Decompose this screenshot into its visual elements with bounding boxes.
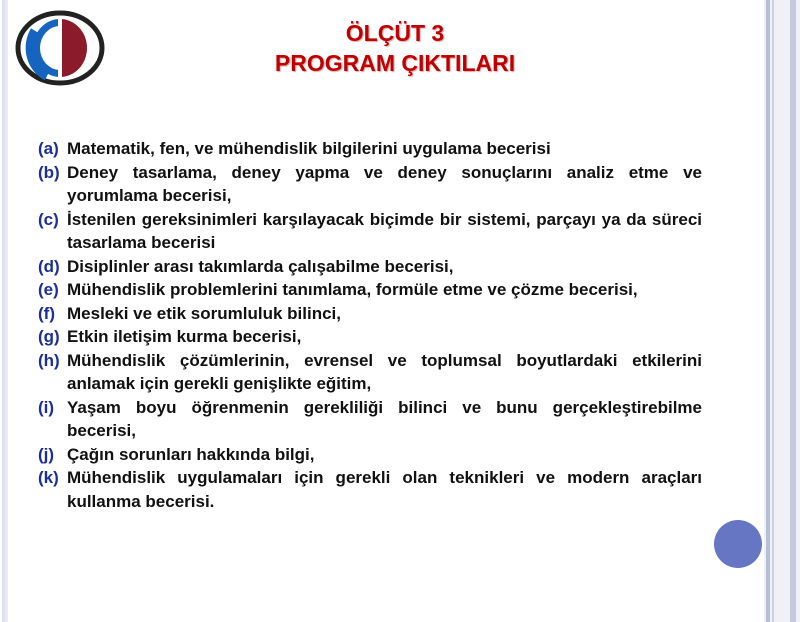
university-logo-icon <box>15 10 105 86</box>
item-marker: (b) <box>38 162 60 182</box>
title-line: PROGRAM ÇIKTILARI <box>274 50 516 76</box>
slide-title <box>200 18 590 78</box>
list-item <box>38 278 702 302</box>
item-text: Mühendislik çözümlerinin, evrensel ve toplumsal boyutlardaki etkilerini anlamak için gerekli genişlikte eğitim, <box>67 350 702 393</box>
list-item <box>38 161 702 208</box>
list-item <box>38 396 702 443</box>
item-marker: (k) <box>38 468 59 487</box>
slide-right-stripe <box>772 0 774 622</box>
program-outcomes-list <box>38 137 702 513</box>
item-marker: (d) <box>38 256 60 276</box>
slide-left-border <box>2 0 8 622</box>
item-marker: (a) <box>38 139 59 158</box>
list-item <box>38 466 702 513</box>
list-item <box>38 443 702 467</box>
item-marker: (f) <box>38 303 55 323</box>
item-text: Deney tasarlama, deney yapma ve deney sonuçlarını analiz etme ve yorumlama becerisi, <box>67 162 702 205</box>
item-marker: (c) <box>38 209 59 229</box>
list-item <box>38 137 702 161</box>
item-marker: (e) <box>38 280 59 299</box>
item-text: Disiplinler arası takımlarda çalışabilme becerisi, <box>67 256 454 276</box>
list-item <box>38 208 702 255</box>
item-text: Mesleki ve etik sorumluluk bilinci, <box>67 303 341 323</box>
slide-right-stripe <box>790 0 796 622</box>
item-marker: (j) <box>38 444 55 464</box>
list-item <box>38 255 702 279</box>
item-marker: (i) <box>38 397 55 417</box>
item-text: Mühendislik problemlerini tanımlama, formüle etme ve çözme becerisi, <box>67 280 638 299</box>
list-item <box>38 325 702 349</box>
item-text: İstenilen gereksinimleri karşılayacak biçimde bir sistemi, parçayı ya da süreci tasarlama becerisi <box>67 209 702 252</box>
item-text: Yaşam boyu öğrenmenin gerekliliği bilinci ve bunu gerçekleştirebilme becerisi, <box>67 397 702 440</box>
title-line: ÖLÇÜT 3 <box>345 20 445 46</box>
item-text: Etkin iletişim kurma becerisi, <box>67 327 302 346</box>
item-marker: (h) <box>38 350 60 370</box>
list-item <box>38 302 702 326</box>
decorative-circle <box>714 520 762 568</box>
item-text: Mühendislik uygulamaları için gerekli olan teknikleri ve modern araçları kullanma becerisi. <box>67 468 702 511</box>
slide-right-stripe <box>766 0 770 622</box>
list-item <box>38 349 702 396</box>
item-text: Matematik, fen, ve mühendislik bilgilerini uygulama becerisi <box>67 139 551 158</box>
item-text: Çağın sorunları hakkında bilgi, <box>67 444 315 464</box>
item-marker: (g) <box>38 327 60 346</box>
